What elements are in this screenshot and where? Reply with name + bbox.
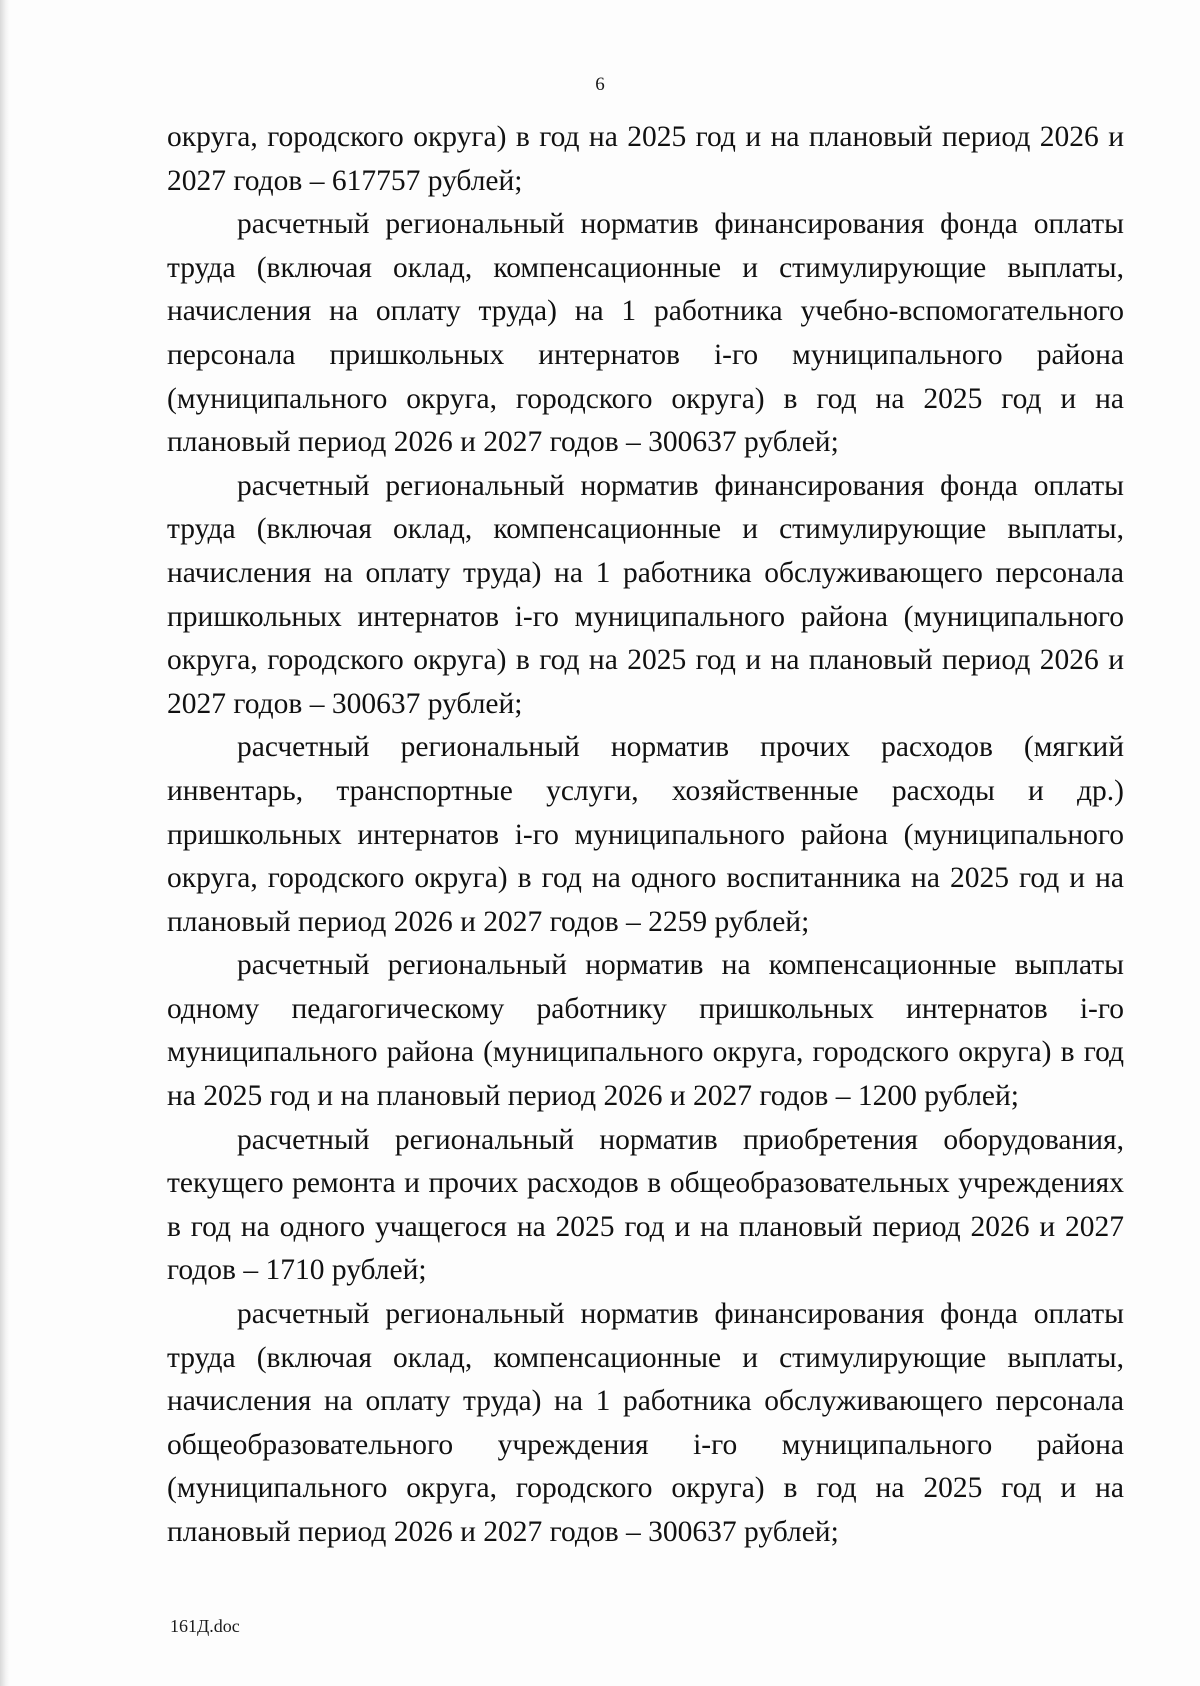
paragraph-support-staff-wage-norm: расчетный региональный норматив финансирования фонда оплаты труда (включая оклад, компенсационные и стимулирующие выплаты, начисления на оплату труда) на 1 работника учебно-вспомогательного персонала пришкольных интернатов i-го муниципального района (муниципального округа, городского округа) в год на 2025 год и на плановый период 2026 и 2027 годов – 300637 рублей; bbox=[167, 208, 1124, 459]
paragraph-equipment-repair-norm: расчетный региональный норматив приобретения оборудования, текущего ремонта и прочих расходов в общеобразовательных учреждениях в год на одного учащегося на 2025 год и на плановый период 2026 и 2027 годов – 1710 рублей; bbox=[167, 1123, 1124, 1287]
paragraph-service-staff-wage-norm: расчетный региональный норматив финансирования фонда оплаты труда (включая оклад, компенсационные и стимулирующие выплаты, начисления на оплату труда) на 1 работника обслуживающего персонала пришкольных интернатов i-го муниципального района (муниципального округа, городского округа) в год на 2025 год и на плановый период 2026 и 2027 годов – 300637 рублей; bbox=[167, 469, 1124, 720]
paragraph-school-service-staff-wage-norm: расчетный региональный норматив финансирования фонда оплаты труда (включая оклад, компенсационные и стимулирующие выплаты, начисления на оплату труда) на 1 работника обслуживающего персонала общеобразовательного учреждения i-го муниципального района (муниципального округа, городского округа) в год на 2025 год и на плановый период 2026 и 2027 годов – 300637 рублей; bbox=[167, 1298, 1124, 1548]
footer-filename: 161Д.doc bbox=[170, 1616, 240, 1636]
page-number: 6 bbox=[595, 74, 605, 95]
paragraph-compensation-payments-norm: расчетный региональный норматив на компенсационные выплаты одному педагогическому работнику пришкольных интернатов i-го муниципального района (муниципального округа, городского округа) в год на 2025 год и на плановый период 2026 и 2027 годов – 1200 рублей; bbox=[167, 949, 1124, 1113]
document-body bbox=[167, 116, 1124, 1555]
paragraph-other-expenses-norm: расчетный региональный норматив прочих расходов (мягкий инвентарь, транспортные услуги, хозяйственные расходы и др.) пришкольных интернатов i-го муниципального района (муниципального округа, городского округа) в год на одного воспитанника на 2025 год и на плановый период 2026 и 2027 годов – 2259 рублей; bbox=[167, 731, 1124, 938]
paragraph-continuation: округа, городского округа) в год на 2025 год и на плановый период 2026 и 2027 годов – 617757 рублей; bbox=[167, 121, 1124, 197]
scan-edge bbox=[0, 0, 10, 1686]
